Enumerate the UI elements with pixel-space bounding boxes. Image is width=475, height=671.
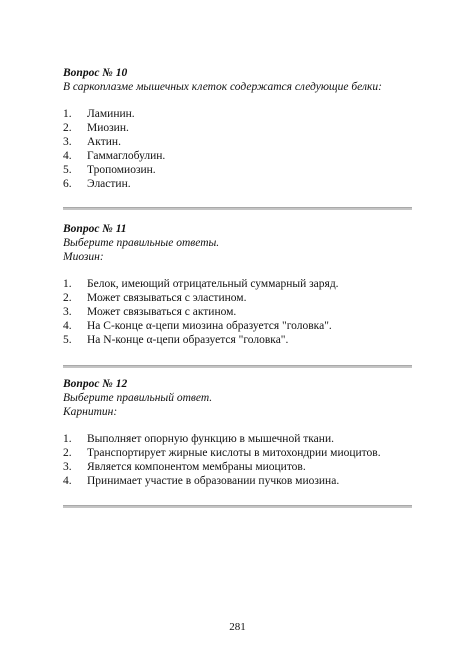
answer-item bbox=[63, 319, 413, 333]
page-number: 281 bbox=[229, 621, 246, 633]
answer-item bbox=[63, 305, 413, 319]
answer-text: Принимает участие в образовании пучков миозина. bbox=[87, 475, 340, 487]
answer-item bbox=[63, 135, 413, 149]
answer-text: Эластин. bbox=[87, 178, 131, 190]
answer-number: 1. bbox=[63, 108, 72, 120]
answer-number: 4. bbox=[63, 320, 72, 332]
answer-number: 2. bbox=[63, 292, 72, 304]
answer-text: Выполняет опорную функцию в мышечной ткани. bbox=[87, 433, 334, 445]
answer-item bbox=[63, 474, 413, 488]
answer-item bbox=[63, 121, 413, 135]
section-divider bbox=[63, 207, 412, 210]
section-divider bbox=[63, 505, 412, 508]
answer-number: 3. bbox=[63, 306, 72, 318]
answer-text: Может связываться с актином. bbox=[87, 306, 237, 318]
answer-text: Тропомиозин. bbox=[87, 164, 156, 176]
answer-text: Белок, имеющий отрицательный суммарный заряд. bbox=[87, 278, 339, 290]
answer-text: Ламинин. bbox=[87, 108, 135, 120]
answer-list bbox=[63, 107, 413, 191]
question-prompt: Выберите правильный ответ. bbox=[63, 392, 213, 404]
answer-text: Гаммаглобулин. bbox=[87, 150, 166, 162]
answer-text: Миозин. bbox=[87, 122, 129, 134]
answer-number: 1. bbox=[63, 433, 72, 445]
answer-list bbox=[63, 432, 413, 488]
answer-text: Актин. bbox=[87, 136, 121, 148]
question-prompt: В саркоплазме мышечных клеток содержатся следующие белки: bbox=[63, 81, 382, 93]
answer-item bbox=[63, 446, 413, 460]
answer-number: 3. bbox=[63, 461, 72, 473]
answer-number: 4. bbox=[63, 475, 72, 487]
answer-text: Транспортирует жирные кислоты в митохондрии миоцитов. bbox=[87, 447, 381, 459]
answer-item bbox=[63, 291, 413, 305]
answer-number: 2. bbox=[63, 122, 72, 134]
answer-number: 3. bbox=[63, 136, 72, 148]
answer-item bbox=[63, 432, 413, 446]
question-subject: Миозин: bbox=[63, 251, 104, 263]
section-divider bbox=[63, 365, 412, 368]
question-subject: Карнитин: bbox=[63, 406, 118, 418]
answer-number: 2. bbox=[63, 447, 72, 459]
question-10 bbox=[63, 66, 413, 191]
answer-text: Может связываться с эластином. bbox=[87, 292, 247, 304]
answer-item bbox=[63, 333, 413, 347]
answer-item bbox=[63, 277, 413, 291]
question-title: Вопрос № 11 bbox=[63, 223, 127, 235]
answer-item bbox=[63, 163, 413, 177]
answer-text: Является компонентом мембраны миоцитов. bbox=[87, 461, 306, 473]
answer-number: 6. bbox=[63, 178, 72, 190]
answer-number: 5. bbox=[63, 164, 72, 176]
answer-item bbox=[63, 149, 413, 163]
answer-item bbox=[63, 107, 413, 121]
answer-number: 1. bbox=[63, 278, 72, 290]
answer-number: 4. bbox=[63, 150, 72, 162]
answer-text: На N-конце α-цепи образуется "головка". bbox=[87, 334, 289, 346]
answer-item bbox=[63, 177, 413, 191]
answer-list bbox=[63, 277, 413, 347]
question-title: Вопрос № 10 bbox=[63, 67, 128, 79]
question-title: Вопрос № 12 bbox=[63, 378, 128, 390]
answer-text: На С-конце α-цепи миозина образуется "головка". bbox=[87, 320, 332, 332]
question-11 bbox=[63, 222, 413, 347]
question-12 bbox=[63, 377, 413, 488]
answer-number: 5. bbox=[63, 334, 72, 346]
answer-item bbox=[63, 460, 413, 474]
question-prompt: Выберите правильные ответы. bbox=[63, 237, 220, 249]
